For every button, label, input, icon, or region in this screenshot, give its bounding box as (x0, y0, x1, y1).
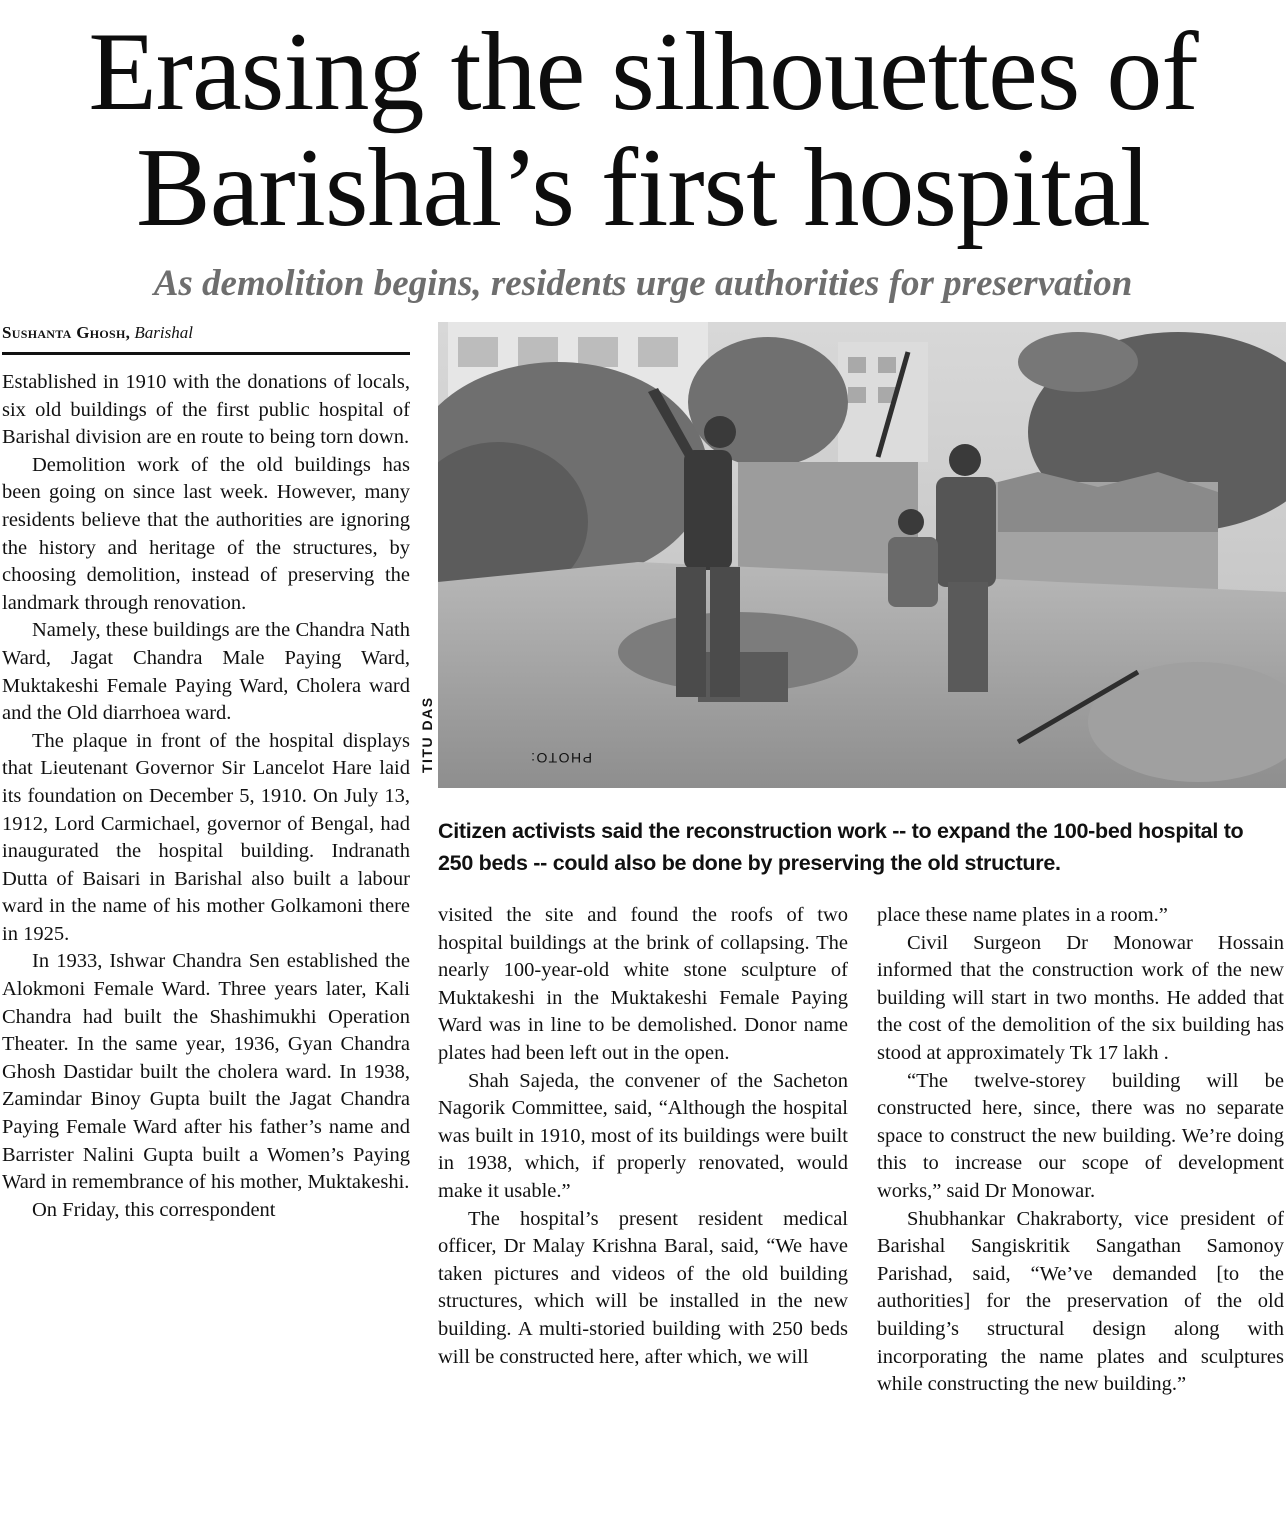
paragraph: Shubhankar Chakraborty, vice president of Barishal Sangiskritik Sangathan Samonoy Parishad, said, “We’ve demanded [to the authorities] for the preservation of the old building’s structural design along with incorporating the name plates and sculptures while constructing the new building.” (877, 1207, 1284, 1396)
photo-credit-prefix: PHOTO: (529, 750, 592, 766)
paragraph: Namely, these buildings are the Chandra Nath Ward, Jagat Chandra Male Paying Ward, Muktakeshi Female Paying Ward, Cholera ward and the Old diarrhoea ward. (2, 619, 410, 725)
headline-line-2: Barishal’s first hospital (135, 126, 1150, 250)
article-photo (438, 322, 1286, 788)
photo-credit-name: TITU DAS (419, 696, 435, 773)
headline-line-1: Erasing the silhouettes of (88, 10, 1198, 134)
article-column-3 (877, 902, 1284, 1399)
paragraph: “The twelve-storey building will be constructed here, since, there was no separate space to construct the new building. We’re doing this to increase our scope of development works,” said Dr Monowar. (877, 1069, 1284, 1202)
paragraph: In 1933, Ishwar Chandra Sen established the Alokmoni Female Ward. Three years later, Kali Chandra had built the Shashimukhi Operation Theater. In the same year, 1936, Gyan Chandra Ghosh Dastidar built the cholera ward. In 1938, Zamindar Binoy Gupta built the Jagat Chandra Paying Female Ward after his father’s name and Barrister Nalini Gupta built a Women’s Paying Ward in remembrance of his mother, Muktakeshi. (2, 950, 410, 1194)
paragraph: The plaque in front of the hospital displays that Lieutenant Governor Sir Lancelot Hare laid its foundation on December 5, 1910. On July 13, 1912, Lord Carmichael, governor of Bengal, had inaugurated the hospital building. Indranath Dutta of Baisari in Barishal also built a labour ward in the name of his mother Golkamoni there in 1925. (2, 729, 410, 945)
byline-author: Sushanta Ghosh, (2, 323, 131, 342)
paragraph: visited the site and found the roofs of two hospital buildings at the brink of collapsing. The nearly 100-year-old white stone sculpture of Muktakeshi in the Muktakeshi Female Paying Ward was in line to be demolished. Donor name plates had been left out in the open. (438, 904, 848, 1064)
paragraph: The hospital’s present resident medical officer, Dr Malay Krishna Baral, said, “We have taken pictures and videos of the old building structures, which will be installed in the new building. A multi-storied building with 250 beds will be constructed here, after which, we will (438, 1207, 848, 1368)
article-column-1 (2, 369, 410, 1224)
article-column-2 (438, 902, 848, 1371)
byline (2, 322, 410, 355)
photo-caption: Citizen activists said the reconstruction work -- to expand the 100-bed hospital to 250 beds -- could also be done by preserving the old structure. (438, 819, 1244, 875)
paragraph: place these name plates in a room.” (877, 904, 1168, 926)
paragraph: Established in 1910 with the donations of locals, six old buildings of the first public hospital of Barishal division are en route to being torn down. (2, 371, 410, 449)
byline-place: Barishal (134, 323, 193, 342)
paragraph: Demolition work of the old buildings has been going on since last week. However, many residents believe that the authorities are ignoring the history and heritage of the structures, by choosing demolition, instead of preserving the landmark through renovation. (2, 453, 410, 614)
photo-credit (412, 600, 592, 790)
photo-demolition-scene (438, 322, 1286, 788)
paragraph: On Friday, this correspondent (32, 1198, 276, 1221)
paragraph: Civil Surgeon Dr Monowar Hossain informed that the construction work of the new building will start in two months. He added that the cost of the demolition of the six building has stood at approximately Tk 17 lakh . (877, 931, 1284, 1064)
paragraph: Shah Sajeda, the convener of the Sacheton Nagorik Committee, said, “Although the hospital was built in 1910, most of its buildings were built in 1938, which, if properly renovated, would make it usable.” (438, 1069, 848, 1202)
headline (0, 10, 1286, 250)
deck-subtitle: As demolition begins, residents urge authorities for preservation (153, 263, 1133, 304)
